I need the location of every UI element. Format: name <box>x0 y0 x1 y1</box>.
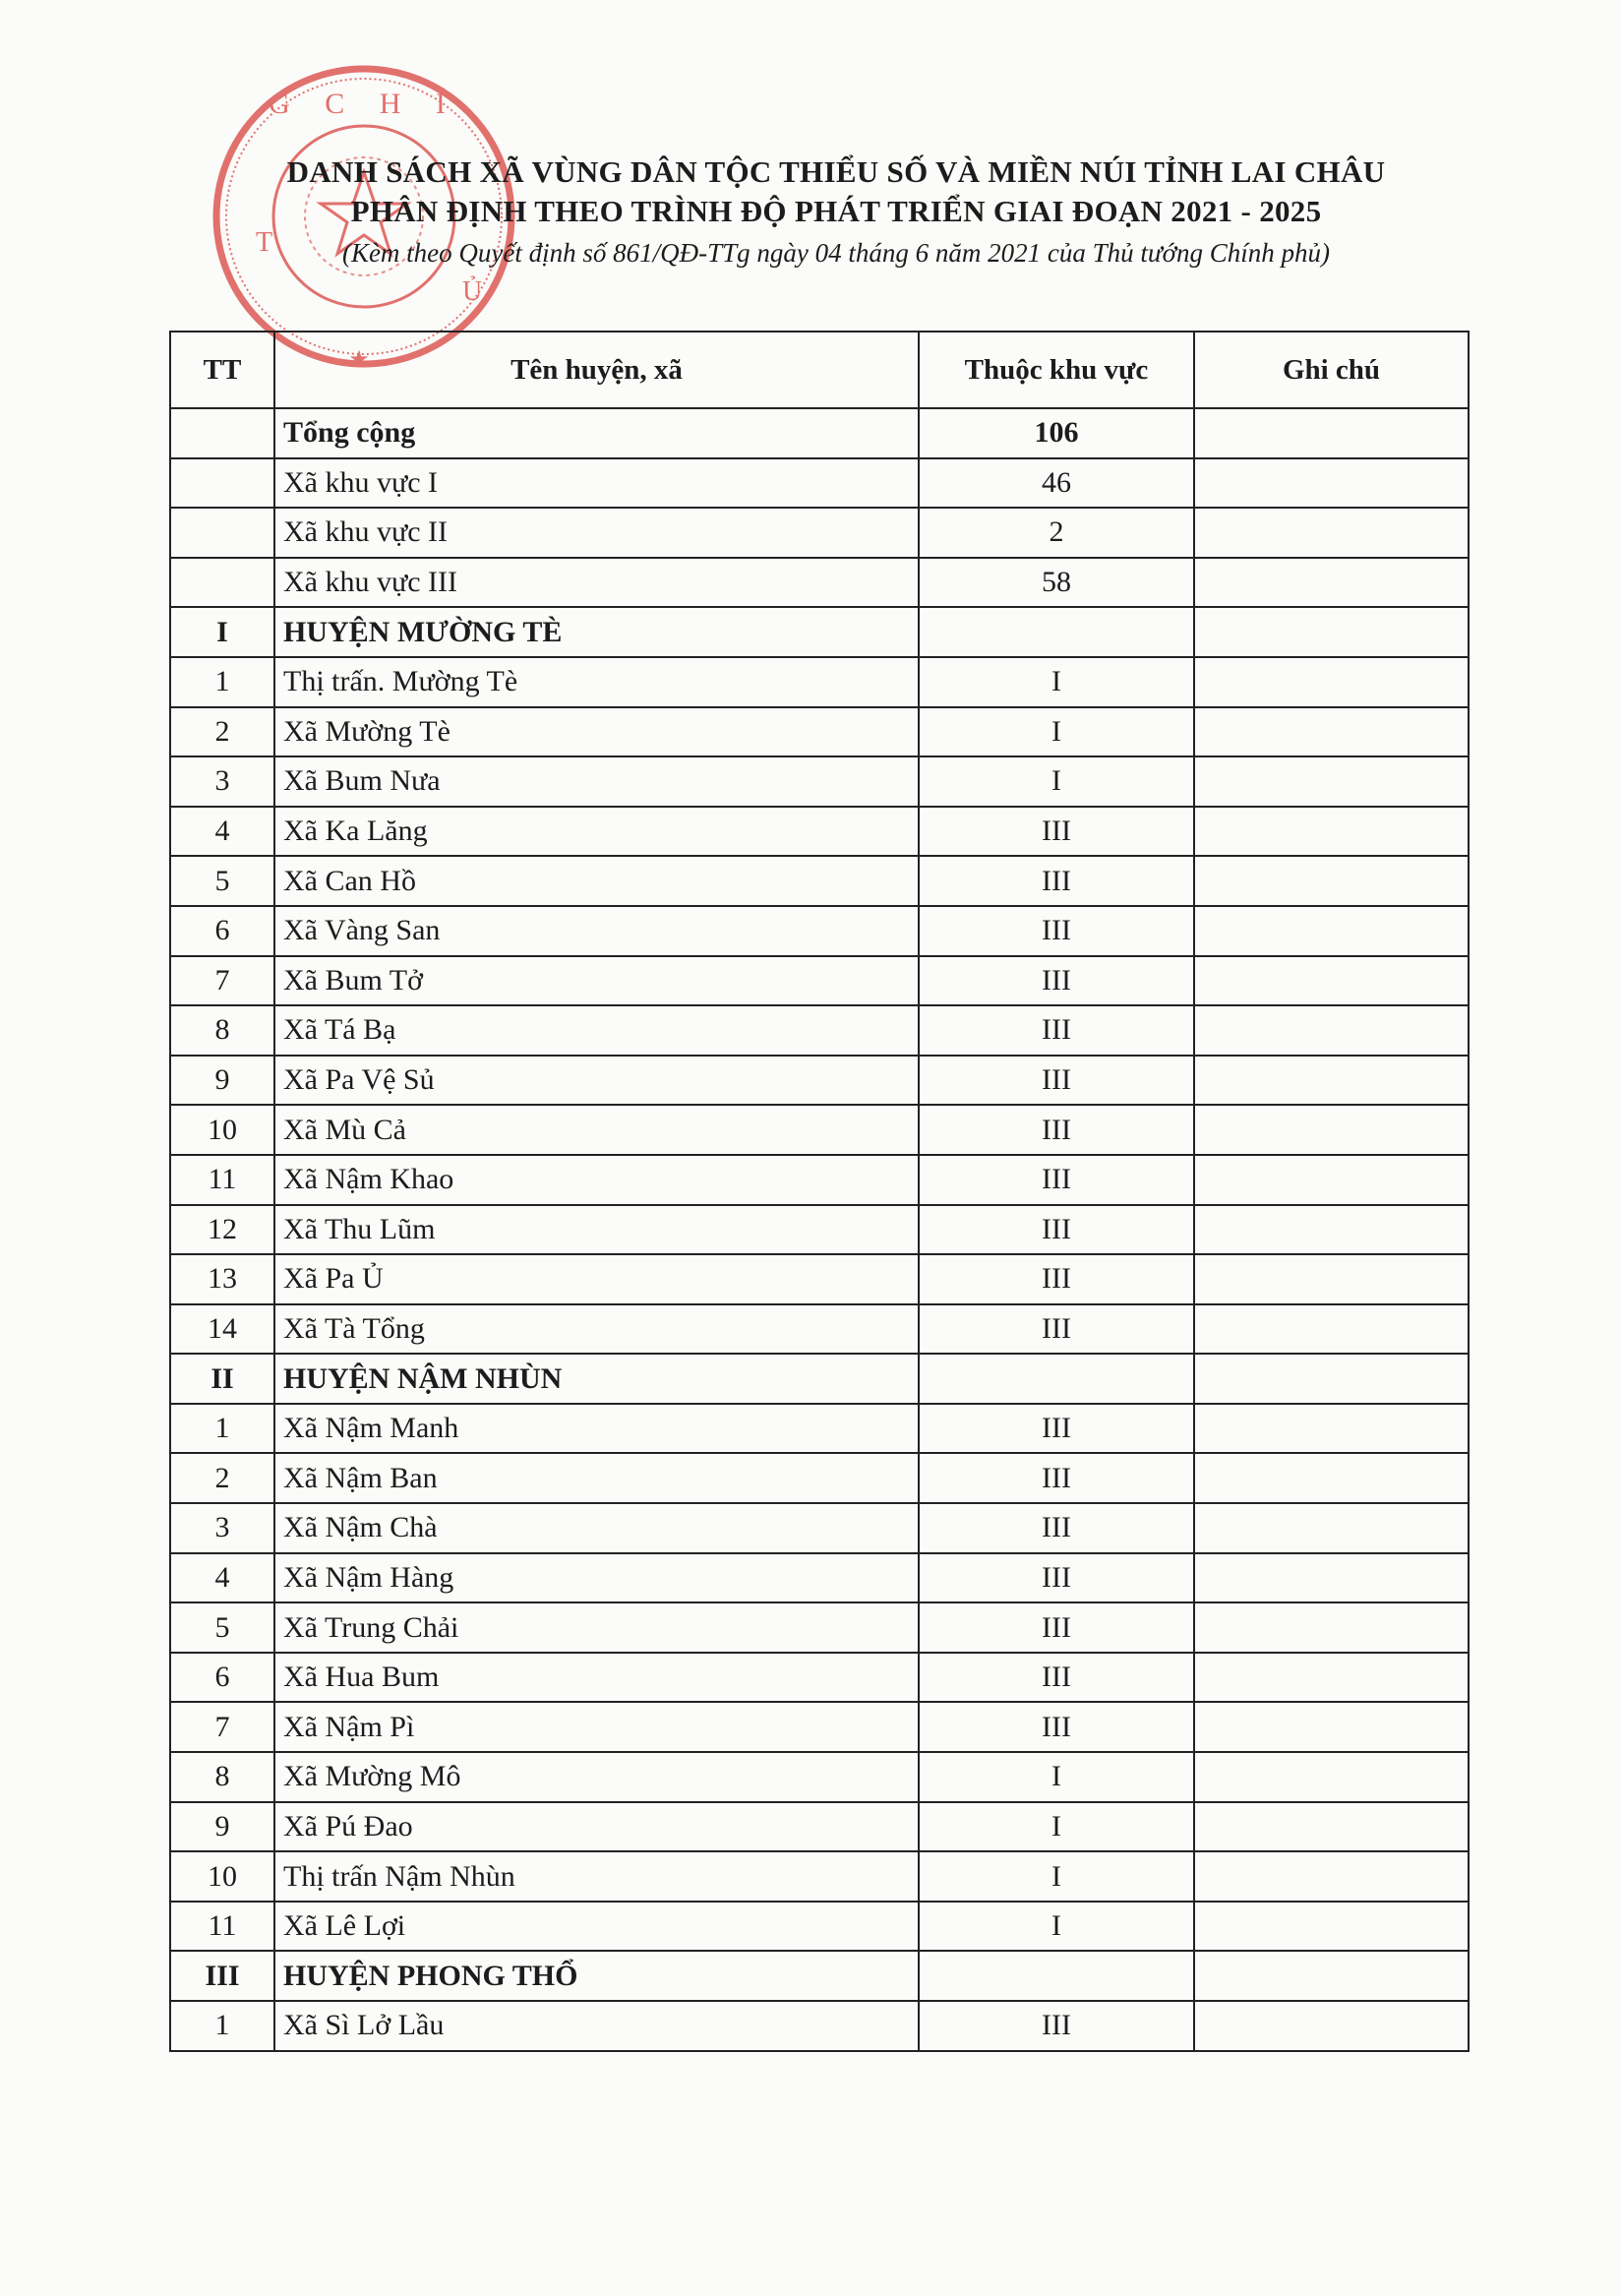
row-note <box>1194 1602 1469 1653</box>
svg-text:G C H Í: G C H Í <box>269 88 459 120</box>
table-row <box>170 1702 1469 1752</box>
row-note <box>1194 1056 1469 1106</box>
row-name: Xã Tá Bạ <box>274 1005 919 1056</box>
row-khu-vuc: III <box>919 1503 1194 1553</box>
row-note <box>1194 1453 1469 1503</box>
row-khu-vuc: 2 <box>919 508 1194 558</box>
row-name: Xã khu vực I <box>274 458 919 509</box>
row-khu-vuc: III <box>919 956 1194 1006</box>
row-name: Xã Nậm Khao <box>274 1155 919 1205</box>
table-row <box>170 1553 1469 1603</box>
row-note <box>1194 607 1469 657</box>
row-khu-vuc: I <box>919 1752 1194 1802</box>
row-khu-vuc: III <box>919 1553 1194 1603</box>
row-tt: 1 <box>170 657 274 707</box>
row-tt: 7 <box>170 1702 274 1752</box>
row-khu-vuc: III <box>919 906 1194 956</box>
row-tt: 10 <box>170 1851 274 1902</box>
row-name: Xã Thu Lũm <box>274 1205 919 1255</box>
row-name: Xã Nậm Pì <box>274 1702 919 1752</box>
row-name: Tổng cộng <box>274 408 919 458</box>
row-khu-vuc: I <box>919 1802 1194 1852</box>
row-note <box>1194 1254 1469 1304</box>
svg-text:Ủ: Ủ <box>462 276 483 307</box>
row-tt: II <box>170 1354 274 1404</box>
row-khu-vuc: III <box>919 1602 1194 1653</box>
row-name: Xã Mù Cả <box>274 1105 919 1155</box>
table-row <box>170 1005 1469 1056</box>
row-khu-vuc: III <box>919 807 1194 857</box>
document-header <box>197 152 1475 271</box>
row-khu-vuc: 46 <box>919 458 1194 509</box>
row-name: Xã Tà Tổng <box>274 1304 919 1355</box>
row-note <box>1194 906 1469 956</box>
row-tt: 4 <box>170 807 274 857</box>
row-name: Xã Sì Lở Lầu <box>274 2001 919 2051</box>
row-name: Xã Mường Tè <box>274 707 919 757</box>
row-name: Xã Bum Tở <box>274 956 919 1006</box>
table-row <box>170 1056 1469 1106</box>
row-note <box>1194 756 1469 807</box>
row-tt: III <box>170 1951 274 2001</box>
row-name: Xã Pú Đao <box>274 1802 919 1852</box>
row-tt: 13 <box>170 1254 274 1304</box>
table-row <box>170 1851 1469 1902</box>
table-header-row <box>170 332 1469 408</box>
row-name: Thị trấn Nậm Nhùn <box>274 1851 919 1902</box>
row-tt: 9 <box>170 1056 274 1106</box>
row-note <box>1194 1851 1469 1902</box>
row-khu-vuc: III <box>919 856 1194 906</box>
row-note <box>1194 956 1469 1006</box>
title-line-2: PHÂN ĐỊNH THEO TRÌNH ĐỘ PHÁT TRIỂN GIAI ĐOẠN 2021 - 2025 <box>350 194 1322 228</box>
row-tt: 11 <box>170 1155 274 1205</box>
row-name: Xã Nậm Ban <box>274 1453 919 1503</box>
row-note <box>1194 1702 1469 1752</box>
row-note <box>1194 558 1469 608</box>
summary-row <box>170 508 1469 558</box>
subtitle: (Kèm theo Quyết định số 861/QĐ-TTg ngày 04 tháng 6 năm 2021 của Thủ tướng Chính phủ) <box>341 238 1331 268</box>
row-tt <box>170 558 274 608</box>
row-tt: 10 <box>170 1105 274 1155</box>
commune-table <box>169 331 1470 2052</box>
row-tt: 1 <box>170 2001 274 2051</box>
row-tt: 1 <box>170 1404 274 1454</box>
row-khu-vuc: I <box>919 1851 1194 1902</box>
table-row <box>170 1453 1469 1503</box>
table-row <box>170 1653 1469 1703</box>
row-note <box>1194 1752 1469 1802</box>
row-tt: 2 <box>170 707 274 757</box>
row-khu-vuc: III <box>919 1105 1194 1155</box>
row-name: Xã Nậm Chà <box>274 1503 919 1553</box>
row-name: Xã Nậm Hàng <box>274 1553 919 1603</box>
header-kv: Thuộc khu vực <box>919 332 1194 408</box>
table-row <box>170 1902 1469 1952</box>
row-tt: 12 <box>170 1205 274 1255</box>
row-khu-vuc: III <box>919 1453 1194 1503</box>
row-tt <box>170 508 274 558</box>
row-note <box>1194 1354 1469 1404</box>
row-name: HUYỆN MƯỜNG TÈ <box>274 607 919 657</box>
row-khu-vuc: III <box>919 1205 1194 1255</box>
row-khu-vuc: III <box>919 1304 1194 1355</box>
table-row <box>170 1602 1469 1653</box>
row-khu-vuc: I <box>919 1902 1194 1952</box>
row-note <box>1194 1951 1469 2001</box>
svg-text:★: ★ <box>348 347 370 373</box>
row-note <box>1194 508 1469 558</box>
row-tt: 3 <box>170 756 274 807</box>
table-row <box>170 707 1469 757</box>
district-row <box>170 1951 1469 2001</box>
row-tt: 14 <box>170 1304 274 1355</box>
header-name: Tên huyện, xã <box>274 332 919 408</box>
header-note: Ghi chú <box>1194 332 1469 408</box>
row-khu-vuc: 58 <box>919 558 1194 608</box>
row-khu-vuc <box>919 1354 1194 1404</box>
table-row <box>170 1752 1469 1802</box>
summary-row <box>170 408 1469 458</box>
row-note <box>1194 1005 1469 1056</box>
row-name: Xã Bum Nưa <box>274 756 919 807</box>
district-row <box>170 607 1469 657</box>
row-name: Xã Hua Bum <box>274 1653 919 1703</box>
row-tt: 3 <box>170 1503 274 1553</box>
row-tt <box>170 458 274 509</box>
row-note <box>1194 1304 1469 1355</box>
table-row <box>170 1205 1469 1255</box>
row-khu-vuc: III <box>919 1254 1194 1304</box>
row-khu-vuc: I <box>919 657 1194 707</box>
row-note <box>1194 1105 1469 1155</box>
summary-row <box>170 558 1469 608</box>
row-name: Xã Trung Chải <box>274 1602 919 1653</box>
table-row <box>170 1802 1469 1852</box>
table-row <box>170 2001 1469 2051</box>
table-row <box>170 1304 1469 1355</box>
table-row <box>170 956 1469 1006</box>
row-tt: I <box>170 607 274 657</box>
row-tt: 8 <box>170 1752 274 1802</box>
title-line-1: DANH SÁCH XÃ VÙNG DÂN TỘC THIỂU SỐ VÀ MIỀN NÚI TỈNH LAI CHÂU <box>286 154 1386 189</box>
row-name: Xã Vàng San <box>274 906 919 956</box>
row-name: Xã Pa Vệ Sủ <box>274 1056 919 1106</box>
summary-row <box>170 458 1469 509</box>
row-khu-vuc: III <box>919 2001 1194 2051</box>
table-row <box>170 906 1469 956</box>
row-tt: 7 <box>170 956 274 1006</box>
row-name: Xã khu vực II <box>274 508 919 558</box>
row-name: Xã Pa Ủ <box>274 1254 919 1304</box>
row-khu-vuc: III <box>919 1653 1194 1703</box>
row-name: Xã khu vực III <box>274 558 919 608</box>
row-khu-vuc: III <box>919 1702 1194 1752</box>
table-row <box>170 1155 1469 1205</box>
row-name: Xã Mường Mô <box>274 1752 919 1802</box>
row-note <box>1194 1653 1469 1703</box>
row-note <box>1194 1155 1469 1205</box>
row-tt: 5 <box>170 856 274 906</box>
row-note <box>1194 657 1469 707</box>
row-tt: 5 <box>170 1602 274 1653</box>
table-row <box>170 1503 1469 1553</box>
row-name: HUYỆN PHONG THỔ <box>274 1951 919 2001</box>
table-row <box>170 756 1469 807</box>
row-khu-vuc: III <box>919 1005 1194 1056</box>
row-note <box>1194 1404 1469 1454</box>
row-note <box>1194 458 1469 509</box>
row-tt: 4 <box>170 1553 274 1603</box>
row-note <box>1194 707 1469 757</box>
row-name: Xã Lê Lợi <box>274 1902 919 1952</box>
row-note <box>1194 2001 1469 2051</box>
row-tt: 8 <box>170 1005 274 1056</box>
row-tt: 6 <box>170 1653 274 1703</box>
row-khu-vuc: I <box>919 756 1194 807</box>
row-note <box>1194 807 1469 857</box>
row-tt: 9 <box>170 1802 274 1852</box>
row-tt: 11 <box>170 1902 274 1952</box>
row-khu-vuc: I <box>919 707 1194 757</box>
row-khu-vuc: III <box>919 1155 1194 1205</box>
row-khu-vuc: 106 <box>919 408 1194 458</box>
row-note <box>1194 1802 1469 1852</box>
row-name: Xã Nậm Manh <box>274 1404 919 1454</box>
table-body <box>170 408 1469 2051</box>
row-note <box>1194 856 1469 906</box>
row-khu-vuc: III <box>919 1404 1194 1454</box>
row-note <box>1194 1902 1469 1952</box>
row-name: Xã Ka Lăng <box>274 807 919 857</box>
header-tt: TT <box>170 332 274 408</box>
row-tt: 2 <box>170 1453 274 1503</box>
row-name: HUYỆN NẬM NHÙN <box>274 1354 919 1404</box>
row-khu-vuc <box>919 1951 1194 2001</box>
table-row <box>170 657 1469 707</box>
row-khu-vuc: III <box>919 1056 1194 1106</box>
row-tt: 6 <box>170 906 274 956</box>
table-row <box>170 807 1469 857</box>
row-note <box>1194 1503 1469 1553</box>
row-name: Xã Can Hồ <box>274 856 919 906</box>
row-note <box>1194 1553 1469 1603</box>
row-khu-vuc <box>919 607 1194 657</box>
svg-text:T: T <box>256 227 273 258</box>
table-row <box>170 1404 1469 1454</box>
district-row <box>170 1354 1469 1404</box>
table-row <box>170 856 1469 906</box>
row-tt <box>170 408 274 458</box>
row-note <box>1194 408 1469 458</box>
table-row <box>170 1254 1469 1304</box>
row-name: Thị trấn. Mường Tè <box>274 657 919 707</box>
row-note <box>1194 1205 1469 1255</box>
table-row <box>170 1105 1469 1155</box>
